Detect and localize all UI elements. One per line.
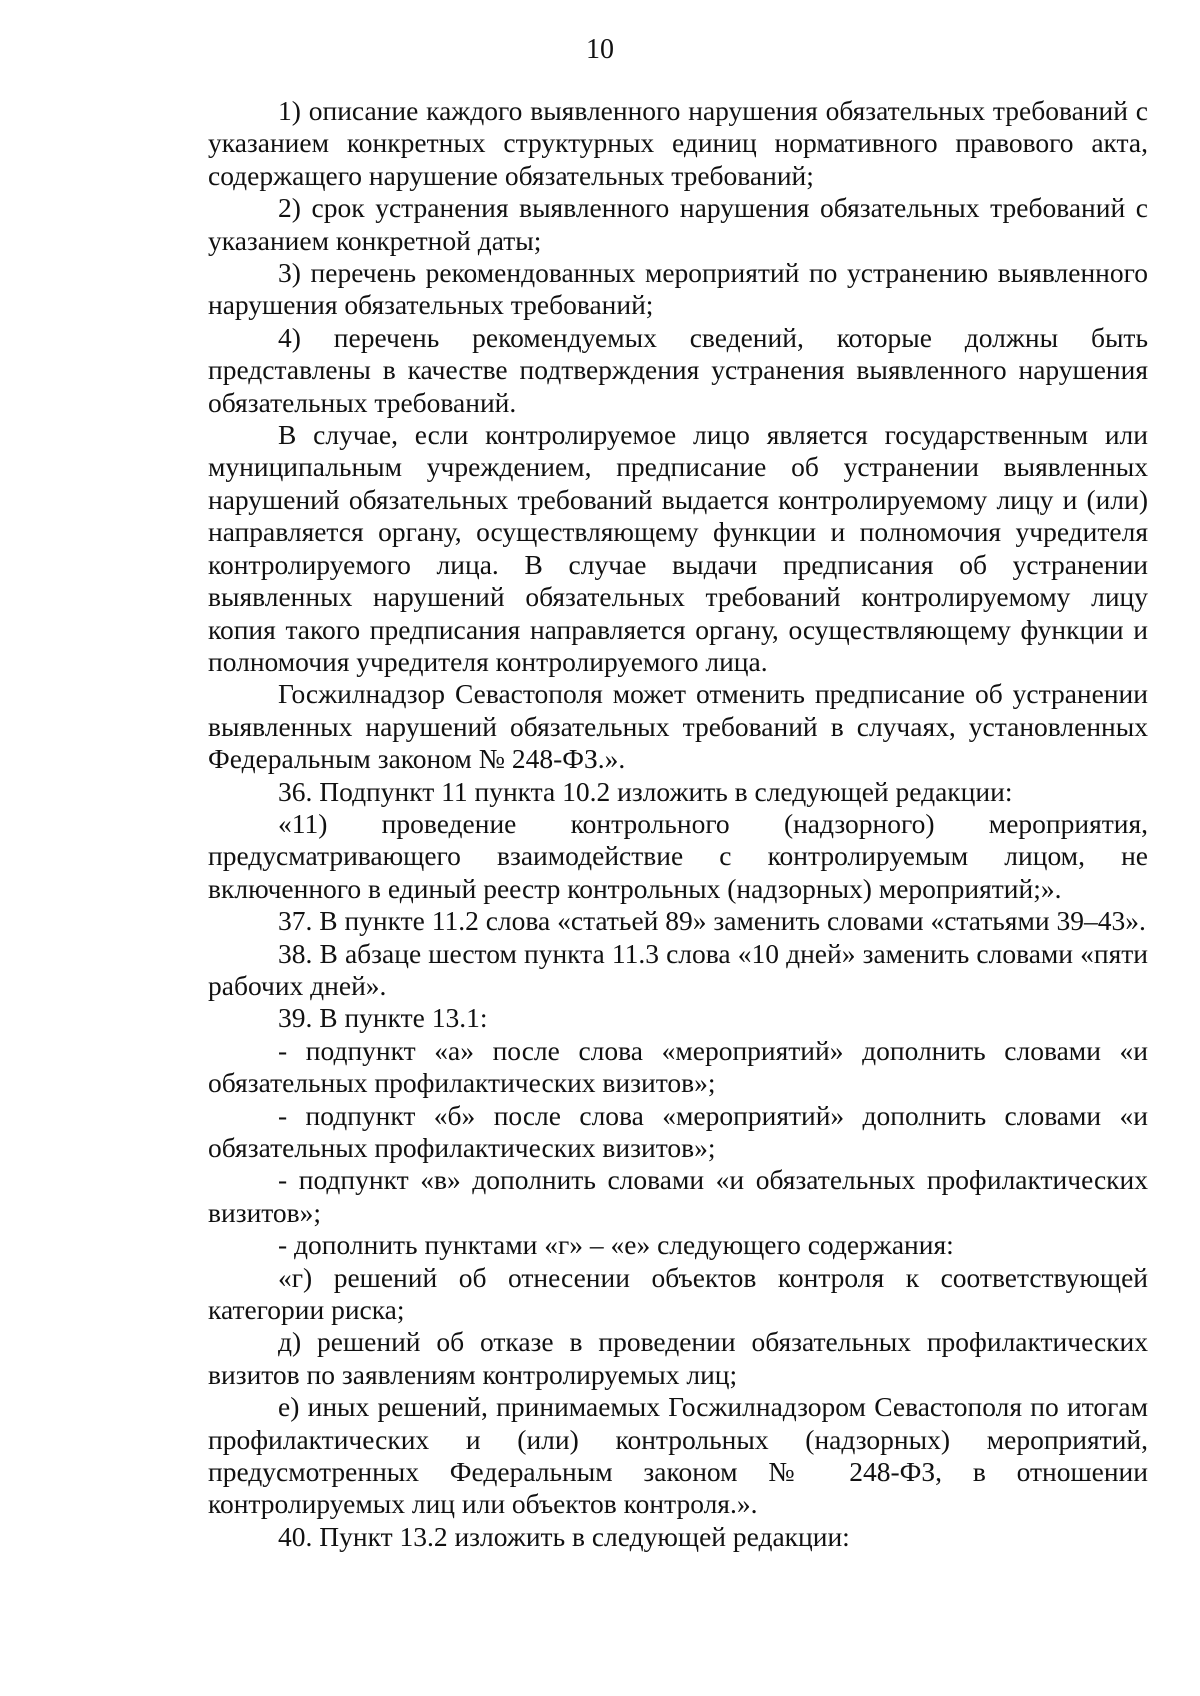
paragraph-item-3: 3) перечень рекомендованных мероприятий по устранению выявленного нарушения обязательных требований; [208,257,1148,321]
paragraph-40: 40. Пункт 13.2 изложить в следующей редакции: [278,1520,850,1552]
paragraph-item-4: 4) перечень рекомендуемых сведений, которые должны быть представлены в качестве подтверждения устранения выявленного нарушения обязательных требований. [208,321,1148,418]
paragraph-39-d: д) решений об отказе в проведении обязательных профилактических визитов по заявлениям контролируемых лиц; [208,1326,1148,1390]
paragraph-39-add: - дополнить пунктами «г» – «е» следующего содержания: [278,1229,954,1261]
paragraph-39-e: е) иных решений, принимаемых Госжилнадзором Севастополя по итогам профилактических и (или) контрольных (надзорных) мероприятий, предусмотренных Федеральным законом № 248-ФЗ, в отношении контролируемых лиц или объектов контроля.». [208,1391,1148,1520]
paragraph-item-2: 2) срок устранения выявленного нарушения обязательных требований с указанием конкретной даты; [208,192,1148,256]
paragraph-37: 37. В пункте 11.2 слова «статьей 89» заменить словами «статьями 39–43». [278,905,1146,937]
paragraph-39-b: - подпункт «б» после слова «мероприятий» дополнить словами «и обязательных профилактических визитов»; [208,1099,1148,1163]
document-body [208,95,1148,1553]
paragraph-38: 38. В абзаце шестом пункта 11.3 слова «10 дней» заменить словами «пяти рабочих дней». [208,937,1148,1001]
paragraph-cancel-order: Госжилнадзор Севастополя может отменить предписание об устранении выявленных нарушений обязательных требований в случаях, установленных Федеральным законом № 248-ФЗ.». [208,678,1148,775]
paragraph-39: 39. В пункте 13.1: [278,1002,488,1034]
paragraph-state-institution: В случае, если контролируемое лицо является государственным или муниципальным учреждением, предписание об устранении выявленных нарушений обязательных требований выдается контролируемому лицу и (или) направляется органу, осуществляющему функции и полномочия учредителя контролируемого лица. В случае выдачи предписания об устранении выявленных нарушений обязательных требований контролируемому лицу копия такого предписания направляется органу, осуществляющему функции и полномочия учредителя контролируемого лица. [208,419,1148,677]
paragraph-36: 36. Подпункт 11 пункта 10.2 изложить в следующей редакции: [278,775,1013,807]
paragraph-39-v: - подпункт «в» дополнить словами «и обязательных профилактических визитов»; [208,1164,1148,1228]
paragraph-39-a: - подпункт «а» после слова «мероприятий» дополнить словами «и обязательных профилактических визитов»; [208,1034,1148,1099]
paragraph-36-text: «11) проведение контрольного (надзорного) мероприятия, предусматривающего взаимодействие с контролируемым лицом, не включенного в единый реестр контрольных (надзорных) мероприятий;». [208,807,1148,904]
paragraph-39-g: «г) решений об отнесении объектов контроля к соответствующей категории риска; [208,1261,1148,1326]
paragraph-item-1: 1) описание каждого выявленного нарушения обязательных требований с указанием конкретных структурных единиц нормативного правового акта, содержащего нарушение обязательных требований; [208,95,1148,191]
page-number: 10 [586,34,614,65]
